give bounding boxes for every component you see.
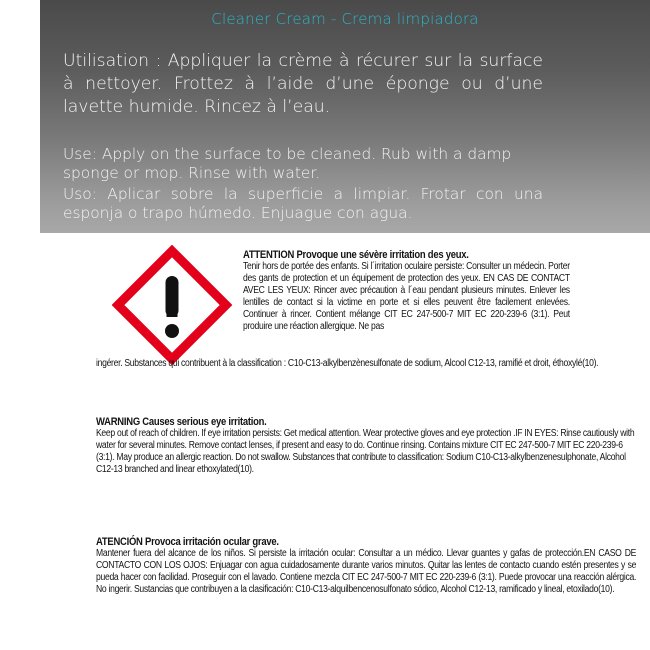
warning-block-fr [243, 249, 570, 333]
usage-text-en: Use: Apply on the surface to be cleaned. Rub with a damp sponge or mop. Rinse with water. [63, 145, 512, 182]
warning-title-es [96, 536, 636, 548]
warning-body-en: Keep out of reach of children. If eye irritation persists: Get medical attention. Wear protective gloves and eye protection .IF IN EYES: Rinse cautiously with water for several minutes. Remove contact lenses, if present and easy to do. Continue rinsing. Contains mixture CIT EC 247-500-7 MIT EC 220-239-6 (3:1). May produce an allergic reaction. Do not swallow. Substances that contribute to classification: Sodium C10-C13-alkylbenzenesulphonate, Alcohol C12-13 branched and linear ethoxylated(10). [96, 428, 635, 475]
signal-word-en: WARNING [96, 416, 140, 428]
ghs-exclamation-mark-icon [112, 245, 232, 365]
warning-body-es: Mantener fuera del alcance de los niños. Si persiste la irritación ocular: Consultar a un médico. Llevar guantes y gafas de protección.EN CASO DE CONTACTO CON LOS OJOS: Enjuagar con agua cuidadosamente durante varios minutos. Quitar las lentes de contacto cuando estén presentes y se pueda hacer con facilidad. Proseguir con el lavado. Contiene mezcla CIT EC 247-500-7 MIT EC 220-239-6 (3:1). Puede provocar una reacción alérgica. No ingerir. Sustancias que contribuyen a la clasificación: C10-C13-alquilbencenosulfonato sódico, Alcohol C12-13, ramificado y lineal, etoxilado(10). [96, 548, 637, 595]
signal-word-es: ATENCIÓN [96, 536, 143, 548]
product-title: Cleaner Cream - Crema limpiadora [211, 10, 479, 28]
warning-title-en [96, 416, 636, 428]
warning-continuation-fr: ingérer. Substances qui contribuent à la classification : C10-C13-alkylbenzènesulfonate de sodium, Alcool C12-13, ramifié et droit, éthoxylé(10). [96, 358, 599, 369]
hazard-statement-en: Causes serious eye irritation. [139, 416, 267, 428]
warning-title-fr [243, 249, 570, 261]
signal-word-fr: ATTENTION [243, 249, 295, 261]
warning-block-en [96, 416, 636, 476]
usage-text-es: Uso: Aplicar sobre la superficie a limpiar. Frotar con una esponja o trapo húmedo. Enjuague con agua. [63, 185, 543, 222]
warning-body-fr: Tenir hors de portée des enfants. Si l´irritation oculaire persiste: Consulter un médecin. Porter des gants de protection et un équipement de protection des yeux. EN CAS DE CONTACT AVEC LES YEUX: Rincer avec précaution à l´eau pendant plusieurs minutes. Enlever les lentilles de contact si la victime en porte et si elles peuvent être facilement enlevées. Continuer à rincer. Contient mélange CIT EC 247-500-7 MIT EC 220-239-6 (3:1). Peut produire une réaction allergique. Ne pas [243, 261, 570, 332]
usage-text-fr: Utilisation : Appliquer la crème à récurer sur la surface à nettoyer. Frottez à l’aide d’une éponge ou d’une lavette humide. Rincez à l’eau. [63, 51, 543, 117]
hazard-statement-fr: Provoque une sévère irritation des yeux. [294, 249, 469, 261]
warning-block-es [96, 536, 636, 596]
hazard-statement-es: Provoca irritación ocular grave. [142, 536, 279, 548]
